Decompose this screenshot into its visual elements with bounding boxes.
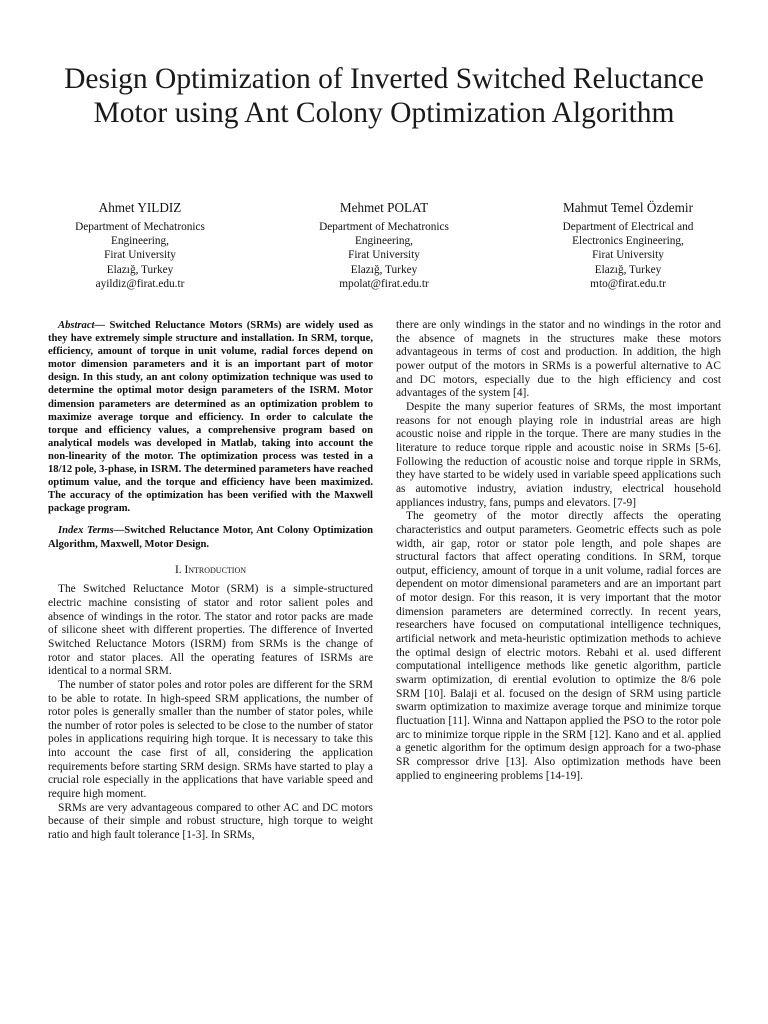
abstract-label: Abstract— [58,320,106,331]
section-title: Introduction [184,563,247,576]
author-email: ayildiz@firat.edu.tr [95,277,185,290]
index-terms-text: —Switched Reluctance Motor, Ant Colony Optimization Algorithm, Maxwell, Motor Design. [48,525,373,550]
author-affiliation-line: Elazığ, Turkey [594,263,662,276]
index-terms [48,524,373,550]
author-name: Ahmet YILDIZ [98,200,182,215]
author-affiliation-line: Engineering, [110,235,170,248]
abstract [48,319,373,515]
author-block-1 [15,200,265,291]
author-affiliation-line: Firat University [592,249,664,262]
paper-title: Design Optimization of Inverted Switched Reluctance Motor using Ant Colony Optimization Algorithm [64,63,704,129]
author-affiliation-line: Elazığ, Turkey [350,263,418,276]
author-name: Mahmut Temel Özdemir [563,200,693,215]
section-heading [48,564,373,578]
author-email: mpolat@firat.edu.tr [339,277,429,290]
body-paragraph: there are only windings in the stator and no windings in the rotor and the absence of magnets in the structures make these motors advantageous in terms of cost and production. In addition, the high power output of the motors in SRMs is a powerful alternative to AC and DC motors, especially due to the high efficiency and cost advantages of the system [4]. [396,319,721,400]
author-affiliation-line: Firat University [348,249,420,262]
index-terms-label: Index Terms [58,525,114,537]
body-paragraph: The Switched Reluctance Motor (SRM) is a simple-structured electric machine consisting of stator and rotor salient poles and absence of windings in the rotor. The stator and rotor packs are made of silicone sheet with different properties. The difference of Inverted Switched Reluctance Motors (ISRM) from SRMs is the change of rotor and stator places. All the operating features of ISRMs are identical to a normal SRM. [48,583,373,678]
left-column [48,319,373,843]
author-affiliation-line: Department of Electrical and [562,221,694,233]
author-block-2 [259,200,509,291]
abstract-text: Switched Reluctance Motors (SRMs) are widely used as they have extremely simple structure and installation. In SRM, torque, efficiency, amount of torque in unit volume, radial forces depend on motor dimension parameters and it is an important part of motor design. In this study, an ant colony optimization technique was used to determine the optimal motor design parameters of the ISRM. Motor dimension parameters are determined as an optimization problem to maximize average torque and efficiency. In order to calculate the torque and efficiency values, a comprehensive program based on analytical models was developed in Matlab, taking into account the non-linearity of the motor. The optimization process was tested in a 18/12 pole, 3-phase, in ISRM. The determined parameters have reached optimum value, and the torque and efficiency have been maximized. The accuracy of the optimization has been verified with the Maxwell package program. [48,320,373,515]
body-paragraph: SRMs are very advantageous compared to other AC and DC motors because of their simple and robust structure, high torque to weight ratio and high fault tolerance [1-3]. In SRMs, [48,801,373,842]
body-paragraph: The geometry of the motor directly affects the operating characteristics and output parameters. Geometric effects such as pole width, air gap, rotor or stator pole length, and pole shapes are structural factors that affect operating conditions. In SRM, torque output, efficiency, amount of torque in a unit volume, radial forces are dependent on motor dimensional parameters and are an important part of motor design. For this reason, it is very important that the motor dimension parameters are determined correctly. In recent years, researchers have focused on computational intelligence techniques, artificial network and meta-heuristic optimization methods to achieve the optimal design of electric motors. Rebahi et al. used different computational intelligence methods like genetic algorithm, particle swarm optimization, di erential evolution to optimize the 8/6 pole SRM [10]. Balaji et al. focused on the design of SRM using particle swarm optimization to maximize average torque and minimize torque fluctuation [11]. Winna and Nattapon applied the PSO to the rotor pole arc to minimize torque ripple in the SRM [12]. Kano and et al. applied a genetic algorithm for the optimum design approach for a two-phase SR compressor drive [13]. Also optimization methods have been applied to engineering problems [14-19]. [396,510,721,782]
author-affiliation-line: Department of Mechatronics [319,221,449,233]
body-paragraph: The number of stator poles and rotor poles are different for the SRM to be able to rotate. In high-speed SRM applications, the number of rotor poles is generally smaller than the number of stator poles, while the number of rotor poles is selected to be close to the number of stator poles in applications requiring high torque. It is necessary to take this into account the case first of all, considering the application requirements before starting SRM design. SRMs have started to play a crucial role especially in the applications that have variable speed and require high moment. [48,678,373,801]
author-affiliation-line: Electronics Engineering, [572,235,684,248]
author-affiliation-line: Firat University [104,249,176,262]
author-name: Mehmet POLAT [339,200,429,215]
section-number: I. [174,563,185,576]
author-affiliation-line: Engineering, [354,235,414,248]
author-email: mto@firat.edu.tr [590,277,666,290]
author-affiliation-line: Department of Mechatronics [75,221,205,233]
author-affiliation-line: Elazığ, Turkey [106,263,174,276]
body-paragraph: Despite the many superior features of SRMs, the most important reasons for not enough playing role in industrial areas are high acoustic noise and ripple in the torque. There are many studies in the literature to reduce torque ripple and acoustic noise in SRMs [5-6]. Following the reduction of acoustic noise and torque ripple in SRMs, they have started to be widely used in variable speed applications such as automotive industry, aviation industry, electrical household appliances industry, fans, pumps and elevators. [7-9] [396,400,721,509]
author-block-3 [503,200,753,291]
right-column [396,319,721,783]
